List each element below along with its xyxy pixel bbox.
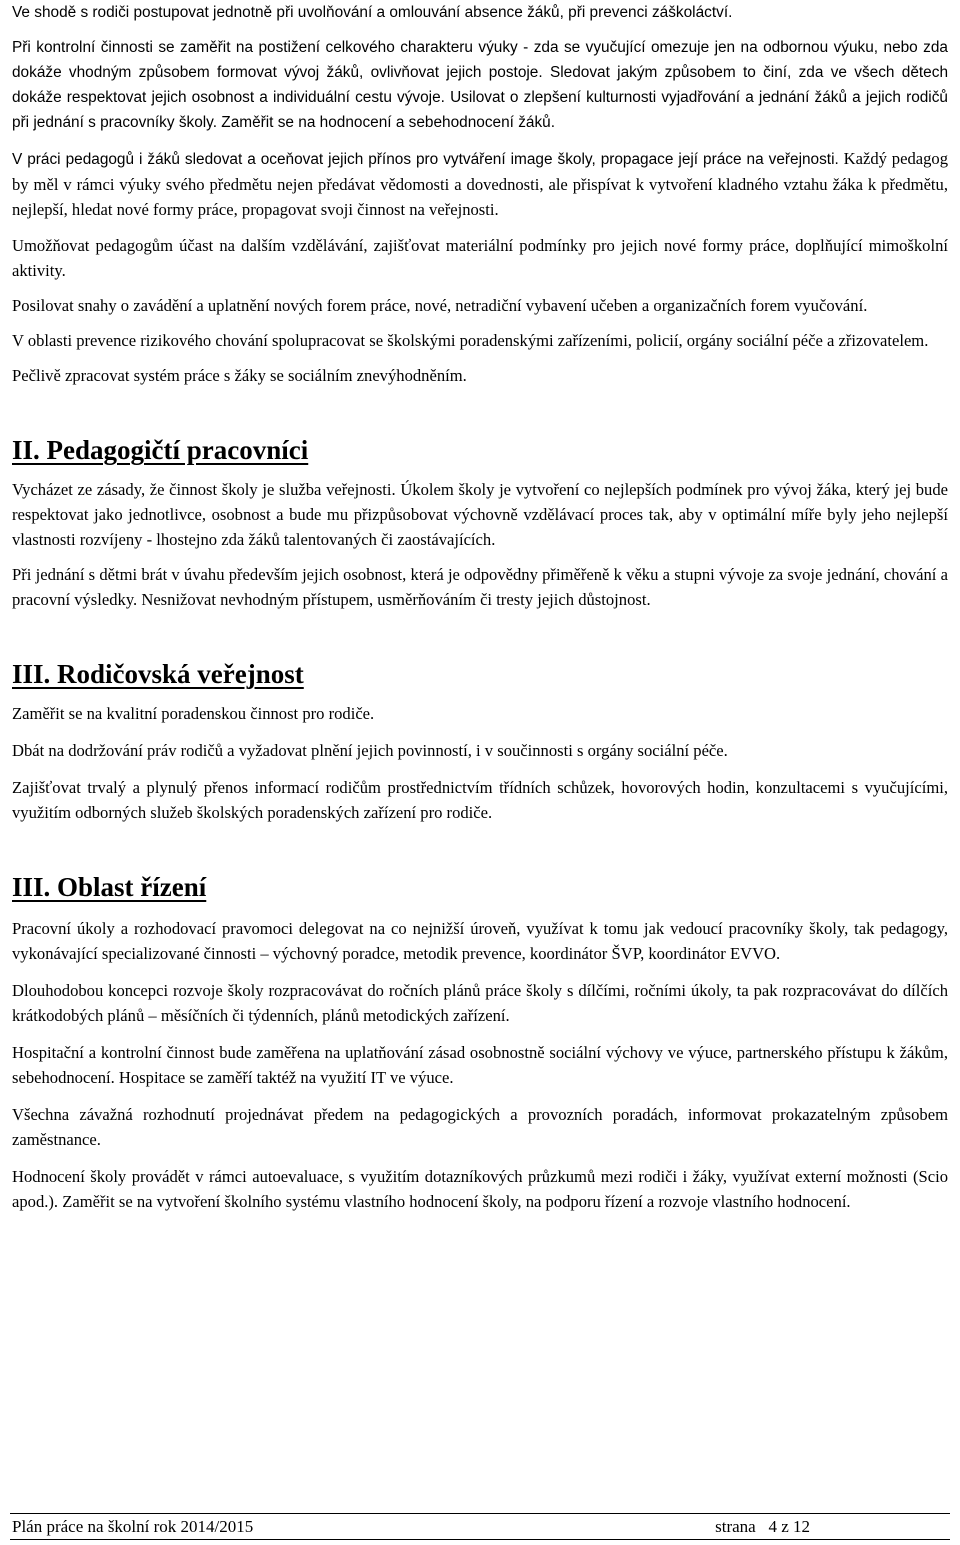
paragraph-management-evaluation: Hodnocení školy provádět v rámci autoevaluace, s využitím dotazníkových průzkumů mezi rodiči i žáky, využívat externí možnosti (Scio apod.). Zaměřit se na vytvoření školního systému vlastního hodnocení školy, na podporu řízení a rozvoje vlastního hodnocení. bbox=[12, 1167, 948, 1211]
paragraph-management-inspection: Hospitační a kontrolní činnost bude zaměřena na uplatňování zásad osobnostně sociální výchovy ve výuce, partnerského přístupu k žákům, sebehodnocení. Hospitace se zaměří taktéž na využití IT ve výuce. bbox=[12, 1043, 948, 1087]
heading-parents: III. Rodičovská veřejnost bbox=[12, 659, 304, 689]
paragraph-parents-information: Zajišťovat trvalý a plynulý přenos informací rodičům prostřednictvím třídních schůzek, hovorových hodin, konzultacemi s vyučujícími, využitím odborných služeb školských poradenských zařízení pro rodiče. bbox=[12, 778, 948, 822]
paragraph-management-decisions: Všechna závažná rozhodnutí projednávat předem na pedagogických a provozních poradách, informovat prokazatelným způsobem zaměstnance. bbox=[12, 1105, 948, 1149]
paragraph-staff-principle: Vycházet ze zásady, že činnost školy je služba veřejnosti. Úkolem školy je vytvoření co nejlepších podmínek pro vývoj žáka, který jej bude respektovat jako jednotlivce, osobnost a bude mu přizpůsobovat výchovně vzdělávací proces tak, aby v optimální míře byly jeho nejlepší vlastnosti rozvíjeny - lhostejno zda žáků talentovaných či zaostávajících. bbox=[12, 480, 948, 549]
paragraph-new-forms: Posilovat snahy o zavádění a uplatnění nových forem práce, nové, netradiční vybavení učeben a organizačních forem vyučování. bbox=[12, 296, 868, 315]
paragraph-management-concept: Dlouhodobou koncepci rozvoje školy rozpracovávat do ročních plánů práce školy s dílčími, ročními úkoly, ta pak rozpracovávat do dílčích krátkodobých plánů – měsíčních či týdenních, plánů metodických zařízení. bbox=[12, 981, 948, 1025]
heading-pedagogical-staff: II. Pedagogičtí pracovníci bbox=[12, 435, 309, 465]
paragraph-staff-children: Při jednání s dětmi brát v úvahu především jejich osobnost, která je odpovědny přiměřeně k věku a stupni vývoje za svoje jednání, chování a pracovní výsledky. Nesnižovat nevhodným přístupem, usměrňováním či tresty jejich důstojnost. bbox=[12, 565, 948, 609]
text-image-a: V práci pedagogů i žáků sledovat a oceňovat jejich přínos pro vytváření image školy, propagace její práce na veřejnosti. bbox=[12, 151, 839, 168]
text-control-a: Při kontrolní činnosti se zaměřit na postižení celkového charakteru výuky - zda se vyučující omezuje jen na odbornou výuku, nebo zda dokáže vhodným způsobem formovat vývoj žáků, ovlivňovat jejich postoje. bbox=[12, 39, 948, 81]
text-control-b: Sledovat jakým způsobem to činí, zda ve všech dětech dokáže respektovat jejich osobnost a individuální cestu vývoje. bbox=[12, 64, 948, 106]
heading-management: III. Oblast řízení bbox=[12, 872, 207, 902]
paragraph-absence: Ve shodě s rodiči postupovat jednotně při uvolňování a omlouvání absence žáků, při prevenci záškoláctví. bbox=[12, 4, 733, 21]
paragraph-parents-counseling: Zaměřit se na kvalitní poradenskou činnost pro rodiče. bbox=[12, 704, 375, 723]
text-image-b: Každý pedagog by měl v rámci výuky svého předmětu nejen předávat vědomosti a dovednosti, ale přispívat k vytvoření kladného vztahu žáka k předmětu, nejlepší, hledat nové formy práce, propagovat svoji činnost na veřejnosti. bbox=[12, 149, 949, 219]
paragraph-control bbox=[12, 35, 948, 135]
paragraph-image bbox=[12, 146, 948, 222]
footer-page-number: strana 4 z 12 bbox=[715, 1516, 810, 1536]
paragraph-management-delegation: Pracovní úkoly a rozhodovací pravomoci delegovat na co nejnižší úroveň, využívat k tomu jak vedoucí pracovníky školy, tak pedagogy, vykonávající specializované činnosti – výchovný poradce, metodik prevence, koordinátor ŠVP, koordinátor EVVO. bbox=[12, 919, 948, 963]
paragraph-parents-rights: Dbát na dodržování práv rodičů a vyžadovat plnění jejich povinností, i v součinnosti s orgány sociální péče. bbox=[12, 741, 728, 760]
page-footer bbox=[10, 1513, 950, 1540]
paragraph-prevention: V oblasti prevence rizikového chování spolupracovat se školskými poradenskými zařízeními, policií, orgány sociální péče a zřizovatelem. bbox=[12, 331, 929, 350]
paragraph-education: Umožňovat pedagogům účast na dalším vzdělávání, zajišťovat materiální podmínky pro jejich nové formy práce, doplňující mimoškolní aktivity. bbox=[12, 236, 948, 280]
footer-title: Plán práce na školní rok 2014/2015 bbox=[12, 1516, 254, 1536]
text-control-c: Usilovat o zlepšení kulturnosti vyjadřování a jednání žáků a jejich rodičů při jednání s pracovníky školy. Zaměřit se na hodnocení a sebehodnocení žáků. bbox=[12, 89, 948, 131]
paragraph-social: Pečlivě zpracovat systém práce s žáky se sociálním znevýhodněním. bbox=[12, 366, 467, 385]
